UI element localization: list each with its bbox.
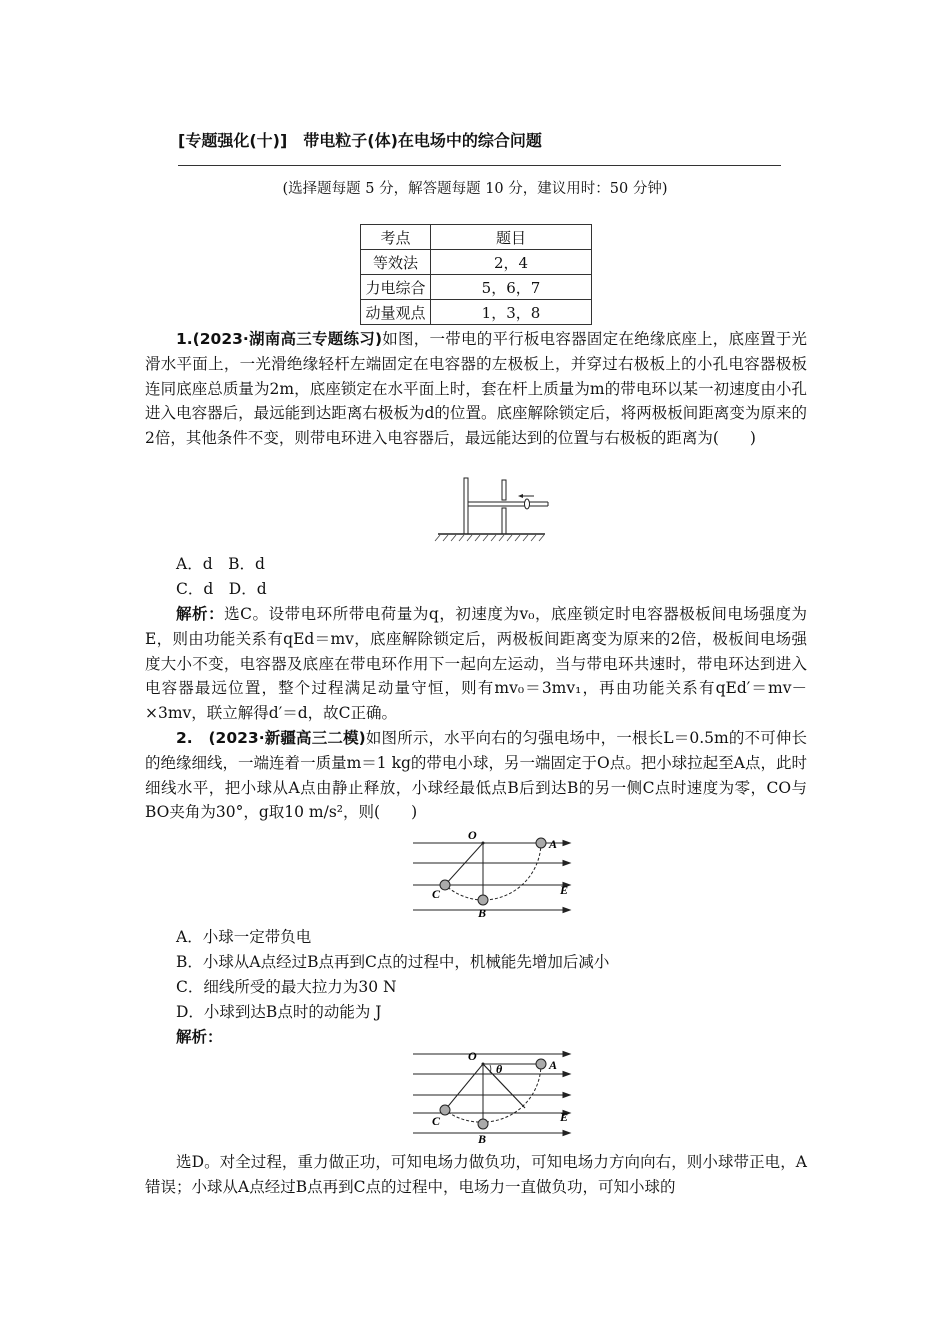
pendulum-figure-2 [410,1048,575,1146]
q2-source-prefix: 2. (2023·新疆高三二模) [176,729,366,747]
label-theta: θ [496,1062,503,1076]
question-2 [145,726,807,825]
label-b: B [478,906,487,920]
q1-option-ab: A．d B．d [176,555,265,573]
label-c: C [432,1114,441,1128]
topic-table [360,224,592,325]
table-cell: 力电综合 [361,275,431,300]
q2-option-c: C．细线所受的最大拉力为30 N [176,978,397,996]
pendulum-figure-1 [410,828,575,920]
table-cell: 动量观点 [361,300,431,325]
table-header: 考点 [361,225,431,250]
q2-option-a: A．小球一定带负电 [176,928,312,946]
q1-source: 1.(2023·湖南高三专题练习) [176,330,383,348]
page-title: [专题强化(十)] 带电粒子(体)在电场中的综合问题 [178,131,542,150]
table-cell: 等效法 [361,250,431,275]
q1-stem: 如图，一带电的平行板电容器固定在绝缘底座上，底座置于光滑水平面上，一光滑绝缘轻杆左端固定在电容器的左极板上，并穿过右极板上的小孔电容器极板连同底座总质量为2m，底座锁定在水平面上时，套在杆上质量为m的带电环以某一初速度由小孔进入电容器后，最远能到达距离右极板为d的位置。底座解除锁定后，将两极板间距离变为原来的2倍，其他条件不变，则带电环进入电容器后，最远能达到的位置与右极板的距离为( ) [145,330,807,448]
label-c: C [432,887,441,901]
table-row [361,250,592,275]
table-header: 题目 [431,225,592,250]
q1-analysis-text: 选C。设带电环所带电荷量为q，初速度为v₀，底座锁定时电容器极板间电场强度为E，则由功能关系有qEd＝mv，底座解除锁定后，两极板间距离变为原来的2倍，极板间电场强度大小不变，电容器及底座在带电环作用下一起向左运动，当与带电环共速时，带电环达到进入电容器最远位置，整个过程满足动量守恒，则有mv₀＝3mv₁，再由功能关系有qEd′＝mv－×3mv，联立解得d′＝d，故C正确。 [145,605,807,723]
label-a: A [549,837,558,851]
q1-analysis [145,602,807,726]
capacitor-figure [430,474,555,544]
table-cell: 5，6，7 [431,275,592,300]
label-a: A [549,1058,558,1072]
q2-analysis-text: 选D。对全过程，重力做正功，可知电场力做负功，可知电场力方向向右，则小球带正电，A错误；小球从A点经过B点再到C点的过程中，电场力一直做负功，可知小球的 [145,1153,807,1196]
table-row [361,275,592,300]
label-e: E [560,1110,569,1124]
q1-option-cd: C．d D．d [176,580,267,598]
table-row [361,300,592,325]
q1-analysis-label: 解析： [176,605,225,623]
q2-analysis-label: 解析： [176,1028,223,1046]
table-cell: 1，3，8 [431,300,592,325]
q2-stem: 如图所示，水平向右的匀强电场中，一根长L＝0.5m的不可伸长的绝缘细线，一端连着一质量m＝1 kg的带电小球，另一端固定于O点。把小球拉起至A点，此时细线水平，把小球从A点由静止释放，小球经最低点B后到达B的另一侧C点时速度为零，CO与BO夹角为30°，g取10 m/s²，则( ) [145,729,807,822]
table-cell: 2，4 [431,250,592,275]
title-divider [178,165,781,166]
label-b: B [478,1132,487,1146]
q2-option-b: B．小球从A点经过B点再到C点的过程中，机械能先增加后减小 [176,953,610,971]
label-e: E [560,883,569,897]
time-note: (选择题每题 5 分，解答题每题 10 分，建议用时：50 分钟) [282,181,668,197]
q2-analysis [145,1150,807,1200]
label-o: O [468,828,477,842]
q2-option-d: D．小球到达B点时的动能为 J [176,1003,382,1021]
table-header-row [361,225,592,250]
question-1 [145,327,807,451]
label-o: O [468,1049,477,1063]
